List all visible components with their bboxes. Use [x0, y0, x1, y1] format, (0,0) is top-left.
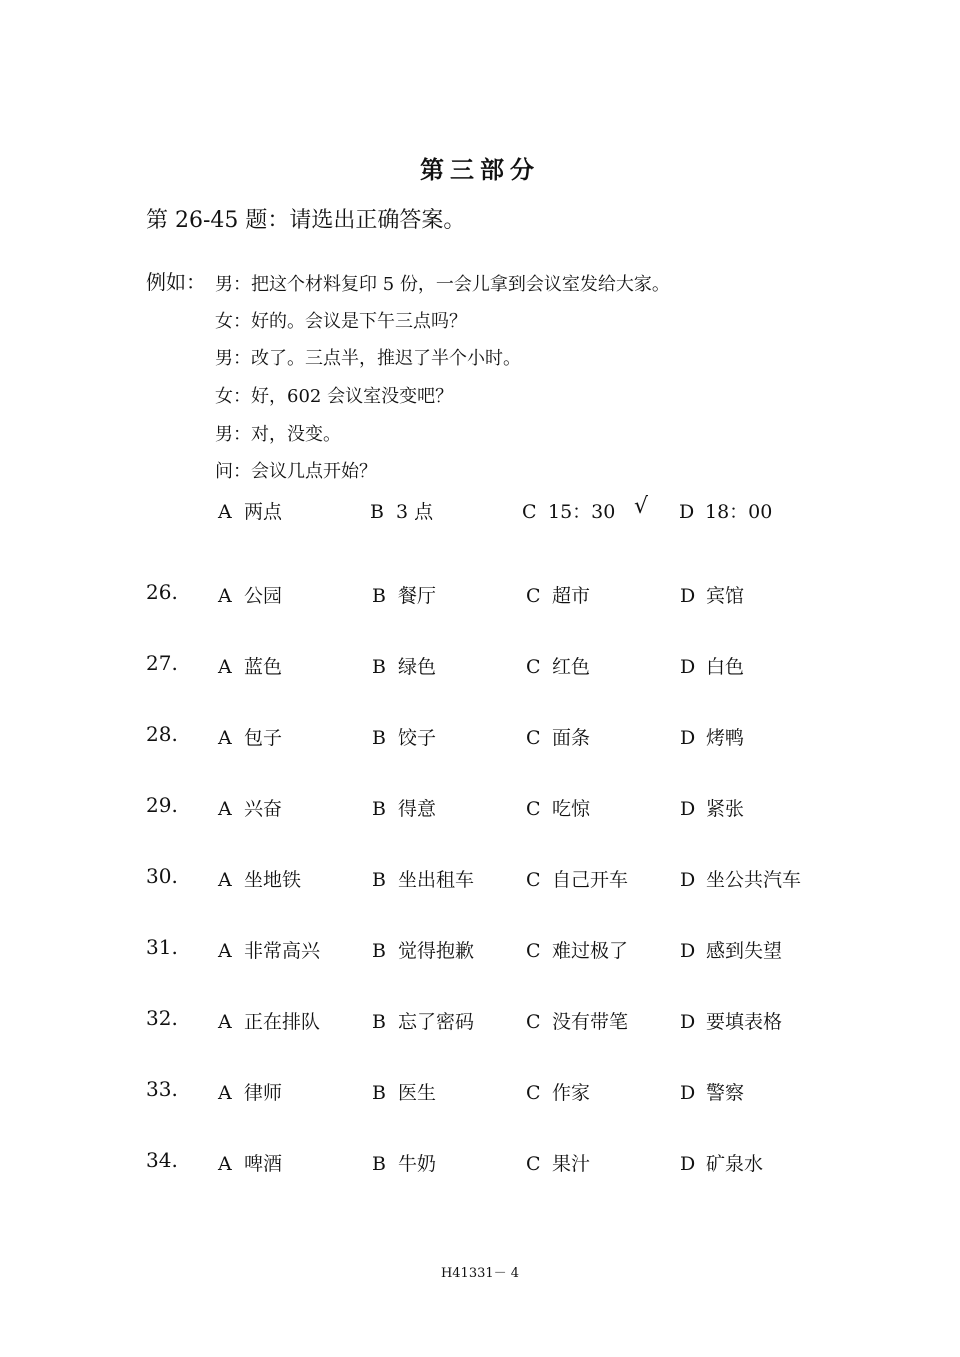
option-text: 啤酒 [244, 1153, 283, 1175]
option-letter: A [218, 940, 232, 962]
question-option-b [372, 794, 436, 821]
question-option-a [218, 865, 301, 892]
question-number: 30. [146, 864, 178, 888]
option-letter: A [218, 501, 232, 523]
option-letter: B [372, 1082, 386, 1104]
question-number: 26. [146, 580, 178, 604]
question-number: 29. [146, 793, 178, 817]
question-option-d [680, 1007, 782, 1034]
option-letter: C [526, 1011, 541, 1033]
option-text: 超市 [552, 585, 591, 607]
option-letter: D [680, 1011, 696, 1033]
option-letter: A [218, 1153, 232, 1175]
option-text: 宾馆 [706, 585, 745, 607]
question-option-a [218, 1007, 320, 1034]
question-option-c [526, 794, 590, 821]
question-option-b [372, 723, 436, 750]
option-text: 难过极了 [552, 940, 629, 962]
option-letter: D [680, 656, 696, 678]
option-letter: A [218, 585, 232, 607]
question-number: 31. [146, 935, 178, 959]
option-letter: B [372, 727, 386, 749]
page-footer: H41331－ 4 [440, 1266, 520, 1281]
page-title: 第三部分 [420, 155, 540, 184]
question-option-a [218, 723, 282, 750]
option-letter: A [218, 869, 232, 891]
question-option-c [526, 723, 590, 750]
option-text: 红色 [552, 656, 591, 678]
example-option-b [370, 497, 433, 524]
option-letter: B [372, 940, 386, 962]
example-line: 男：对，没变。 [215, 424, 341, 445]
option-text: 面条 [552, 727, 591, 749]
option-text: 忘了密码 [398, 1011, 475, 1033]
option-text: 作家 [552, 1082, 591, 1104]
example-option-d [679, 497, 772, 524]
option-letter: C [526, 940, 541, 962]
question-option-c [526, 1149, 590, 1176]
question-option-b [372, 1078, 436, 1105]
option-text: 牛奶 [398, 1153, 437, 1175]
option-letter: D [680, 727, 696, 749]
option-text: 饺子 [398, 727, 437, 749]
option-text: 得意 [398, 798, 437, 820]
option-text: 感到失望 [706, 940, 783, 962]
option-letter: D [680, 1082, 696, 1104]
option-letter: D [680, 940, 696, 962]
instruction: 第 26-45 题：请选出正确答案。 [146, 208, 466, 233]
option-text: 矿泉水 [706, 1153, 764, 1175]
option-letter: A [218, 1082, 232, 1104]
example-line: 男：把这个材料复印 5 份，一会儿拿到会议室发给大家。 [215, 274, 670, 295]
question-option-c [526, 652, 590, 679]
option-text: 包子 [244, 727, 283, 749]
option-text: 要填表格 [706, 1011, 783, 1033]
option-text: 非常高兴 [244, 940, 321, 962]
option-letter: C [526, 656, 541, 678]
question-option-c [526, 1078, 590, 1105]
option-letter: D [680, 585, 696, 607]
example-line: 问：会议几点开始？ [215, 461, 377, 482]
question-option-c [526, 581, 590, 608]
option-letter: C [526, 869, 541, 891]
question-option-d [680, 1149, 763, 1176]
option-letter: C [526, 727, 541, 749]
option-letter: B [372, 1153, 386, 1175]
option-letter: C [526, 1082, 541, 1104]
option-text: 警察 [706, 1082, 745, 1104]
question-option-d [680, 794, 744, 821]
option-text: 果汁 [552, 1153, 591, 1175]
option-letter: B [372, 869, 386, 891]
option-text: 觉得抱歉 [398, 940, 475, 962]
option-text: 紧张 [706, 798, 745, 820]
question-number: 33. [146, 1077, 178, 1101]
option-letter: A [218, 798, 232, 820]
option-text: 公园 [244, 585, 283, 607]
example-label: 例如： [146, 270, 206, 294]
question-option-b [372, 936, 474, 963]
option-text: 吃惊 [552, 798, 591, 820]
option-letter: D [680, 869, 696, 891]
option-text: 绿色 [398, 656, 437, 678]
option-text: 餐厅 [398, 585, 437, 607]
option-text: 坐出租车 [398, 869, 475, 891]
option-letter: B [372, 1011, 386, 1033]
question-option-c [526, 936, 628, 963]
question-option-d [680, 936, 782, 963]
option-letter: D [679, 501, 695, 523]
question-option-b [372, 652, 436, 679]
option-letter: B [372, 585, 386, 607]
option-text: 两点 [244, 501, 283, 523]
option-letter: C [526, 1153, 541, 1175]
option-letter: A [218, 727, 232, 749]
option-letter: A [218, 656, 232, 678]
option-text: 正在排队 [244, 1011, 321, 1033]
question-option-a [218, 794, 282, 821]
question-option-d [680, 652, 744, 679]
option-letter: C [526, 798, 541, 820]
option-letter: D [680, 798, 696, 820]
option-letter: C [526, 585, 541, 607]
example-line: 女：好，602 会议室没变吧？ [215, 386, 454, 407]
question-option-b [372, 581, 436, 608]
option-text: 蓝色 [244, 656, 283, 678]
option-text: 兴奋 [244, 798, 283, 820]
option-text: 医生 [398, 1082, 437, 1104]
option-text: 自己开车 [552, 869, 629, 891]
example-line: 男：改了。三点半，推迟了半个小时。 [215, 348, 521, 369]
example-line: 女：好的。会议是下午三点吗？ [215, 311, 467, 332]
option-letter: A [218, 1011, 232, 1033]
option-letter: B [372, 798, 386, 820]
option-text: 白色 [706, 656, 745, 678]
question-option-a [218, 936, 320, 963]
option-text: 坐公共汽车 [706, 869, 802, 891]
example-option-a [218, 497, 282, 524]
question-option-b [372, 1149, 436, 1176]
question-option-a [218, 581, 282, 608]
question-option-d [680, 723, 744, 750]
question-option-b [372, 1007, 474, 1034]
question-option-a [218, 1078, 282, 1105]
option-text: 18：00 [705, 501, 773, 523]
question-option-d [680, 865, 801, 892]
question-number: 32. [146, 1006, 178, 1030]
question-option-d [680, 1078, 744, 1105]
question-option-a [218, 652, 282, 679]
option-text: 15：30 [548, 501, 616, 523]
question-option-c [526, 1007, 628, 1034]
option-text: 坐地铁 [244, 869, 302, 891]
option-text: 3 点 [396, 501, 434, 523]
option-letter: C [522, 501, 537, 523]
question-option-d [680, 581, 744, 608]
option-text: 烤鸭 [706, 727, 745, 749]
option-text: 律师 [244, 1082, 283, 1104]
option-text: 没有带笔 [552, 1011, 629, 1033]
question-number: 28. [146, 722, 178, 746]
check-mark-icon: √ [634, 494, 649, 519]
question-option-b [372, 865, 474, 892]
question-option-a [218, 1149, 282, 1176]
option-letter: B [370, 501, 384, 523]
option-letter: D [680, 1153, 696, 1175]
question-number: 27. [146, 651, 178, 675]
example-option-c [522, 497, 615, 524]
option-letter: B [372, 656, 386, 678]
question-number: 34. [146, 1148, 178, 1172]
question-option-c [526, 865, 628, 892]
